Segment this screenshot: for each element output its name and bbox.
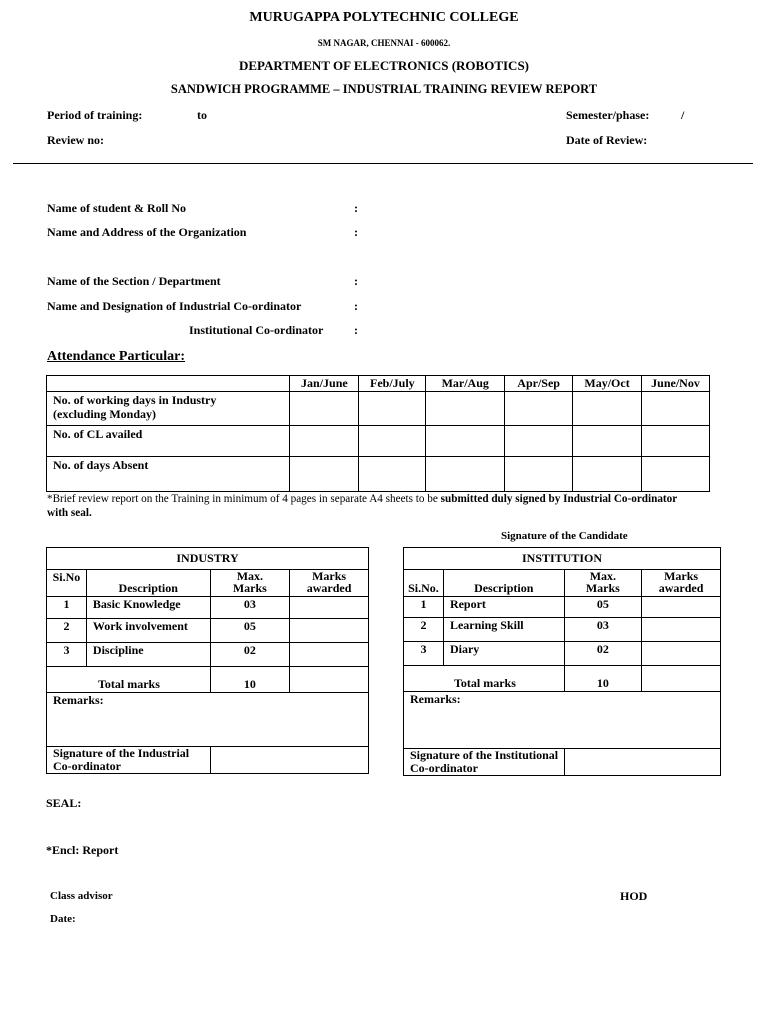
- industry-row-max: 03: [210, 597, 290, 619]
- date-label: Date:: [50, 913, 76, 925]
- review-note-text: *Brief review report on the Training in minimum of 4 pages in separate A4 sheets to be: [47, 493, 441, 505]
- attendance-cell[interactable]: [290, 426, 359, 457]
- field-label: Institutional Co-ordinator: [189, 323, 324, 337]
- review-note-bold: submitted duly signed by Industrial Co-ordinator: [440, 493, 678, 505]
- college-name: MURUGAPPA POLYTECHNIC COLLEGE: [249, 10, 519, 25]
- attendance-col-header: Feb/July: [359, 376, 426, 392]
- institution-row-awarded[interactable]: [642, 618, 721, 642]
- attendance-col-header: Apr/Sep: [505, 376, 573, 392]
- review-note-line2: with seal.: [47, 507, 92, 519]
- attendance-col-header: Jan/June: [290, 376, 359, 392]
- attendance-cell[interactable]: [573, 392, 642, 426]
- attendance-table: [46, 375, 710, 492]
- field-colon: :: [354, 323, 358, 337]
- institution-row-max: 03: [564, 618, 642, 642]
- industry-row-no: 2: [47, 619, 87, 643]
- institution-signature-label: Signature of the Institutional Co-ordinator: [404, 749, 565, 776]
- report-title: SANDWICH PROGRAMME – INDUSTRIAL TRAINING REVIEW REPORT: [170, 82, 598, 96]
- institution-total-awarded[interactable]: [642, 666, 721, 692]
- attendance-col-header: June/Nov: [642, 376, 710, 392]
- industry-row-max: 05: [210, 619, 290, 643]
- institution-row-description: Report: [443, 597, 564, 618]
- industry-total-awarded[interactable]: [290, 667, 369, 693]
- attendance-cell[interactable]: [505, 426, 573, 457]
- date-of-review-label: Date of Review:: [566, 133, 648, 147]
- industry-col-max: Max. Marks: [210, 570, 290, 597]
- college-address: SM NAGAR, CHENNAI - 600062.: [317, 38, 451, 48]
- institution-col-awarded: Marks awarded: [642, 570, 721, 597]
- industry-row-description: Discipline: [86, 643, 210, 667]
- field-colon: :: [354, 299, 358, 313]
- institution-row-description: Diary: [443, 642, 564, 666]
- attendance-row-label: No. of days Absent: [47, 457, 290, 492]
- header-divider: [13, 163, 753, 164]
- attendance-cell[interactable]: [359, 392, 426, 426]
- attendance-cell[interactable]: [573, 426, 642, 457]
- institution-col-description: Description: [443, 570, 564, 597]
- institution-title: INSTITUTION: [404, 548, 721, 570]
- field-label: Name and Address of the Organization: [47, 225, 247, 239]
- semester-separator: /: [681, 108, 685, 122]
- attendance-cell[interactable]: [505, 457, 573, 492]
- attendance-col-header: May/Oct: [573, 376, 642, 392]
- attendance-col-header: Mar/Aug: [426, 376, 505, 392]
- attendance-cell[interactable]: [426, 457, 505, 492]
- institution-row-no: 1: [404, 597, 444, 618]
- field-label: Name of student & Roll No: [47, 201, 186, 215]
- institution-remarks[interactable]: Remarks:: [404, 692, 721, 749]
- period-label: Period of training:: [47, 108, 143, 122]
- attendance-cell[interactable]: [426, 426, 505, 457]
- review-note: [47, 493, 677, 505]
- industry-signature-label: Signature of the Industrial Co-ordinator: [47, 747, 211, 774]
- seal-label: SEAL:: [46, 796, 82, 810]
- industry-col-sino: Si.No: [47, 570, 87, 597]
- institution-row-no: 2: [404, 618, 444, 642]
- institution-total-value: 10: [564, 666, 642, 692]
- industry-total-value: 10: [210, 667, 290, 693]
- attendance-corner: [47, 376, 290, 392]
- institution-row-max: 05: [564, 597, 642, 618]
- semester-label: Semester/phase:: [566, 108, 650, 122]
- field-label: Name and Designation of Industrial Co-ordinator: [47, 299, 302, 313]
- attendance-cell[interactable]: [359, 457, 426, 492]
- department-name: DEPARTMENT OF ELECTRONICS (ROBOTICS): [238, 58, 530, 73]
- institution-marks-table: [403, 547, 721, 776]
- attendance-heading: Attendance Particular:: [47, 349, 186, 364]
- industry-title: INDUSTRY: [47, 548, 369, 570]
- industry-row-description: Work involvement: [86, 619, 210, 643]
- industry-remarks[interactable]: Remarks:: [47, 693, 369, 747]
- industry-row-awarded[interactable]: [290, 597, 369, 619]
- institution-row-awarded[interactable]: [642, 597, 721, 618]
- attendance-cell[interactable]: [642, 426, 710, 457]
- institution-total-label: Total marks: [404, 666, 565, 692]
- field-colon: :: [354, 274, 358, 288]
- attendance-cell[interactable]: [642, 457, 710, 492]
- industry-row-description: Basic Knowledge: [86, 597, 210, 619]
- industry-col-awarded: Marks awarded: [290, 570, 369, 597]
- enclosure-label: *Encl: Report: [46, 843, 119, 857]
- industry-total-label: Total marks: [47, 667, 211, 693]
- field-colon: :: [354, 225, 358, 239]
- attendance-row-label: No. of working days in Industry (excluding Monday): [47, 392, 290, 426]
- industry-col-description: Description: [86, 570, 210, 597]
- attendance-cell[interactable]: [573, 457, 642, 492]
- attendance-cell[interactable]: [505, 392, 573, 426]
- hod-label: HOD: [620, 889, 648, 903]
- attendance-cell[interactable]: [426, 392, 505, 426]
- attendance-cell[interactable]: [290, 392, 359, 426]
- field-label: Name of the Section / Department: [47, 274, 221, 288]
- industry-row-awarded[interactable]: [290, 619, 369, 643]
- institution-row-no: 3: [404, 642, 444, 666]
- institution-row-awarded[interactable]: [642, 642, 721, 666]
- review-no-label: Review no:: [47, 133, 104, 147]
- industry-row-awarded[interactable]: [290, 643, 369, 667]
- institution-row-max: 02: [564, 642, 642, 666]
- industry-marks-table: [46, 547, 369, 774]
- candidate-signature-label: Signature of the Candidate: [501, 530, 628, 542]
- field-colon: :: [354, 201, 358, 215]
- to-label: to: [197, 108, 207, 122]
- institution-signature-box[interactable]: [564, 749, 720, 776]
- institution-col-sino: Si.No.: [404, 570, 444, 597]
- attendance-cell[interactable]: [290, 457, 359, 492]
- class-advisor-label: Class advisor: [50, 890, 113, 902]
- attendance-cell[interactable]: [359, 426, 426, 457]
- attendance-row-label: No. of CL availed: [47, 426, 290, 457]
- institution-row-description: Learning Skill: [443, 618, 564, 642]
- industry-row-no: 3: [47, 643, 87, 667]
- attendance-cell[interactable]: [642, 392, 710, 426]
- industry-signature-box[interactable]: [210, 747, 368, 774]
- industry-row-max: 02: [210, 643, 290, 667]
- industry-row-no: 1: [47, 597, 87, 619]
- institution-col-max: Max. Marks: [564, 570, 642, 597]
